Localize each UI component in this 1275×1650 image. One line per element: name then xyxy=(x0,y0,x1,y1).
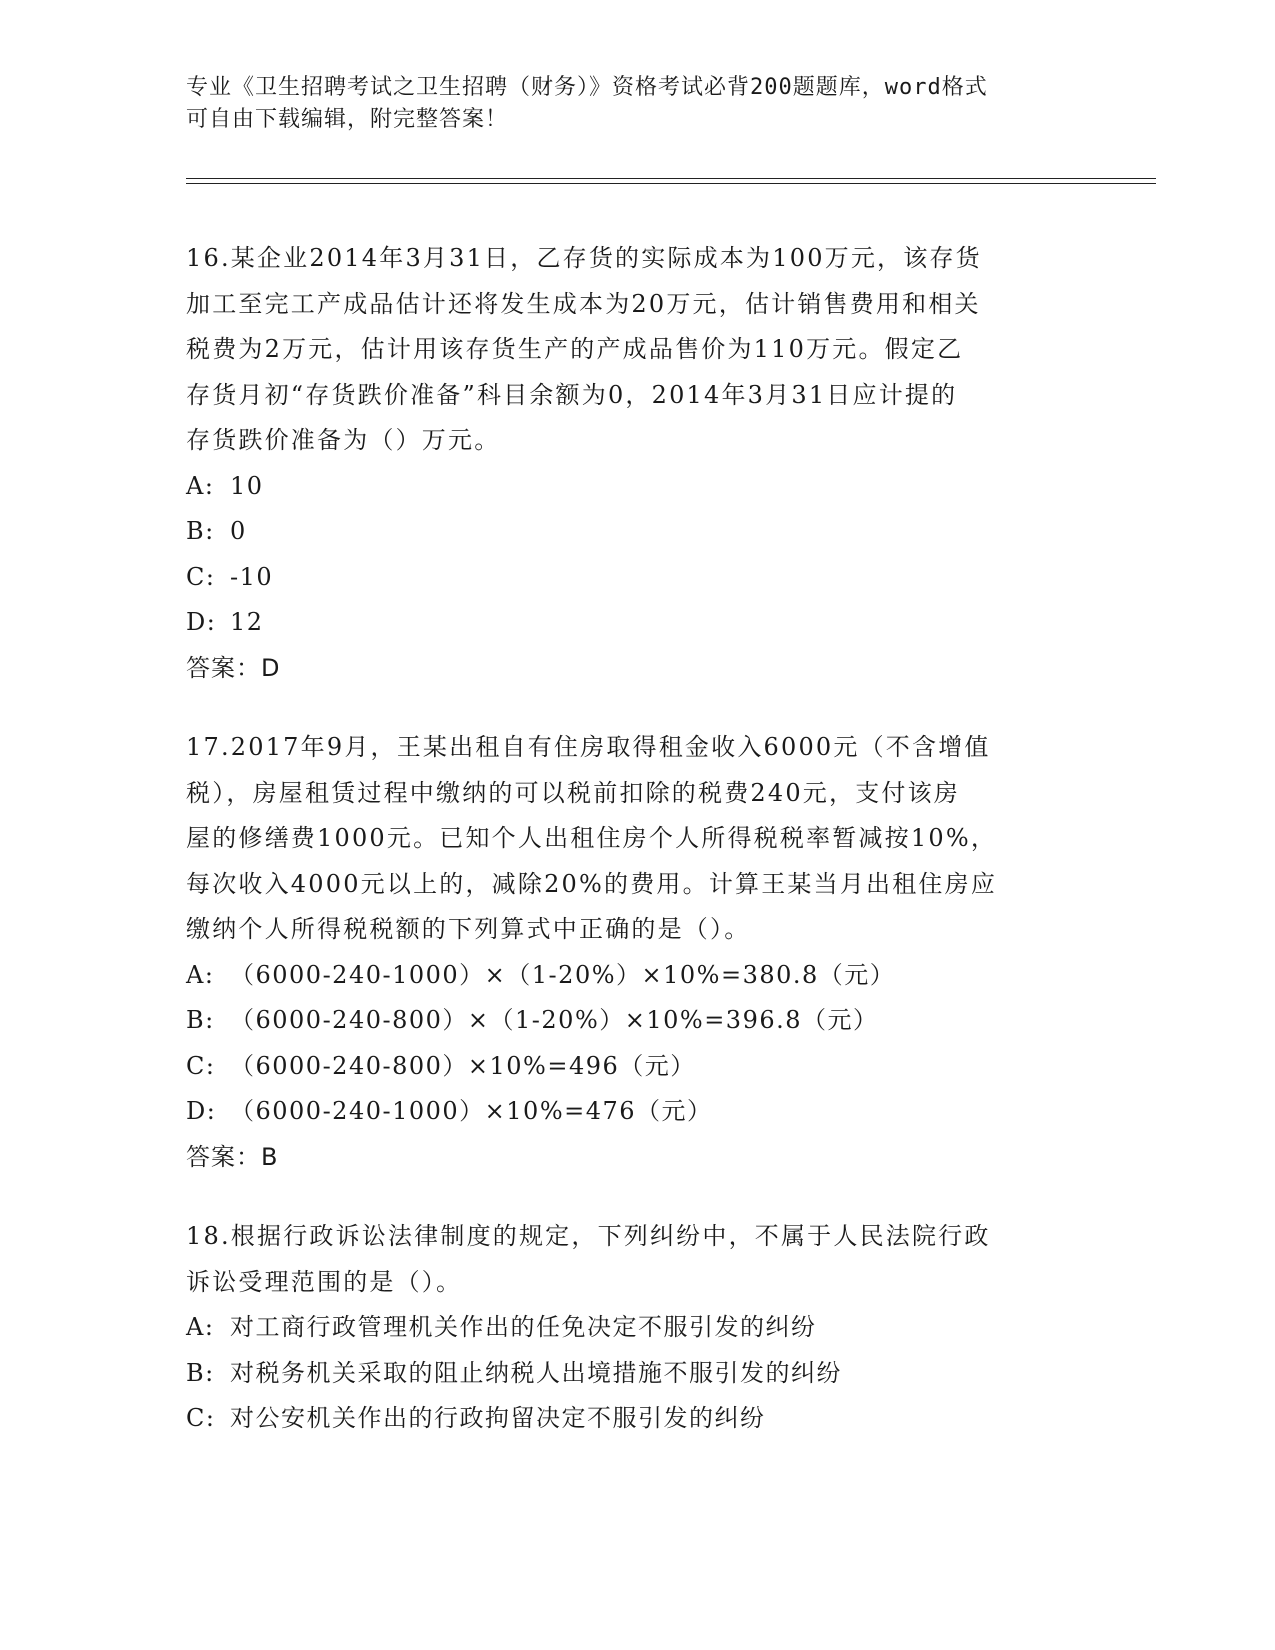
question-stem-line: 存货月初“存货跌价准备”科目余额为0，2014年3月31日应计提的 xyxy=(186,380,958,409)
option-letter: C: xyxy=(186,562,216,591)
option-text: （6000-240-800）×10%=496（元） xyxy=(230,1051,696,1080)
option-letter: A: xyxy=(186,960,215,989)
option-d xyxy=(186,600,1086,646)
question-stem-line: 17.2017年9月，王某出租自有住房取得租金收入6000元（不含增值 xyxy=(186,733,991,761)
option-text: 对工商行政管理机关作出的任免决定不服引发的纠纷 xyxy=(230,1313,817,1341)
option-text: （6000-240-800）×（1-20%）×10%=396.8（元） xyxy=(230,1006,879,1034)
header-divider-top xyxy=(186,178,1156,179)
option-text: 对税务机关采取的阻止纳税人出境措施不服引发的纠纷 xyxy=(230,1358,842,1387)
question-stem-line: 税），房屋租赁过程中缴纳的可以税前扣除的税费240元，支付该房 xyxy=(186,778,961,807)
option-letter: C: xyxy=(186,1404,216,1432)
option-letter: A: xyxy=(186,471,215,500)
option-a xyxy=(186,1305,1086,1351)
option-a xyxy=(186,464,1086,510)
option-c xyxy=(186,555,1086,601)
option-letter: B: xyxy=(186,517,215,545)
option-letter: D: xyxy=(186,1097,217,1125)
header-divider-bottom xyxy=(186,183,1156,184)
option-letter: B: xyxy=(186,1358,215,1387)
option-letter: D: xyxy=(186,608,217,636)
option-text: -10 xyxy=(230,562,274,591)
question-stem-line: 存货跌价准备为（）万元。 xyxy=(186,426,501,454)
question-stem-line: 18.根据行政诉讼法律制度的规定，下列纠纷中，不属于人民法院行政 xyxy=(186,1222,991,1250)
question-stem-line: 16.某企业2014年3月31日，乙存货的实际成本为100万元，该存货 xyxy=(186,244,982,272)
question-16 xyxy=(186,236,1086,691)
option-text: （6000-240-1000）×（1-20%）×10%=380.8（元） xyxy=(230,960,896,989)
option-text: 0 xyxy=(230,517,247,545)
option-b xyxy=(186,998,1086,1044)
question-stem-line: 税费为2万元，估计用该存货生产的产成品售价为110万元。假定乙 xyxy=(186,335,964,363)
option-d xyxy=(186,1089,1086,1135)
question-stem-line: 加工至完工产成品估计还将发生成本为20万元，估计销售费用和相关 xyxy=(186,289,981,318)
option-c xyxy=(186,1044,1086,1090)
header-line-2: 可自由下载编辑，附完整答案！ xyxy=(186,107,509,132)
question-stem-line: 缴纳个人所得税税额的下列算式中正确的是（）。 xyxy=(186,915,751,943)
question-stem-line: 屋的修缮费1000元。已知个人出租住房个人所得税税率暂减按10%， xyxy=(186,824,998,852)
question-list xyxy=(186,236,1086,1476)
option-text: （6000-240-1000）×10%=476（元） xyxy=(230,1097,713,1125)
document-header xyxy=(186,72,1086,136)
question-18 xyxy=(186,1214,1086,1442)
option-text: 12 xyxy=(230,608,264,636)
option-b xyxy=(186,1351,1086,1397)
option-text: 10 xyxy=(230,471,264,500)
header-line-1: 专业《卫生招聘考试之卫生招聘（财务）》资格考试必背200题题库，word格式 xyxy=(186,75,988,100)
option-a xyxy=(186,953,1086,999)
option-letter: A: xyxy=(186,1313,215,1341)
option-letter: C: xyxy=(186,1051,216,1080)
option-letter: B: xyxy=(186,1006,215,1034)
option-b xyxy=(186,509,1086,555)
option-c xyxy=(186,1396,1086,1442)
question-stem-line: 每次收入4000元以上的，减除20%的费用。计算王某当月出租住房应 xyxy=(186,869,998,898)
option-text: 对公安机关作出的行政拘留决定不服引发的纠纷 xyxy=(230,1404,766,1432)
question-17 xyxy=(186,725,1086,1180)
answer-line: 答案：D xyxy=(186,653,281,682)
answer-line: 答案：B xyxy=(186,1142,279,1171)
question-stem-line: 诉讼受理范围的是（）。 xyxy=(186,1267,463,1296)
